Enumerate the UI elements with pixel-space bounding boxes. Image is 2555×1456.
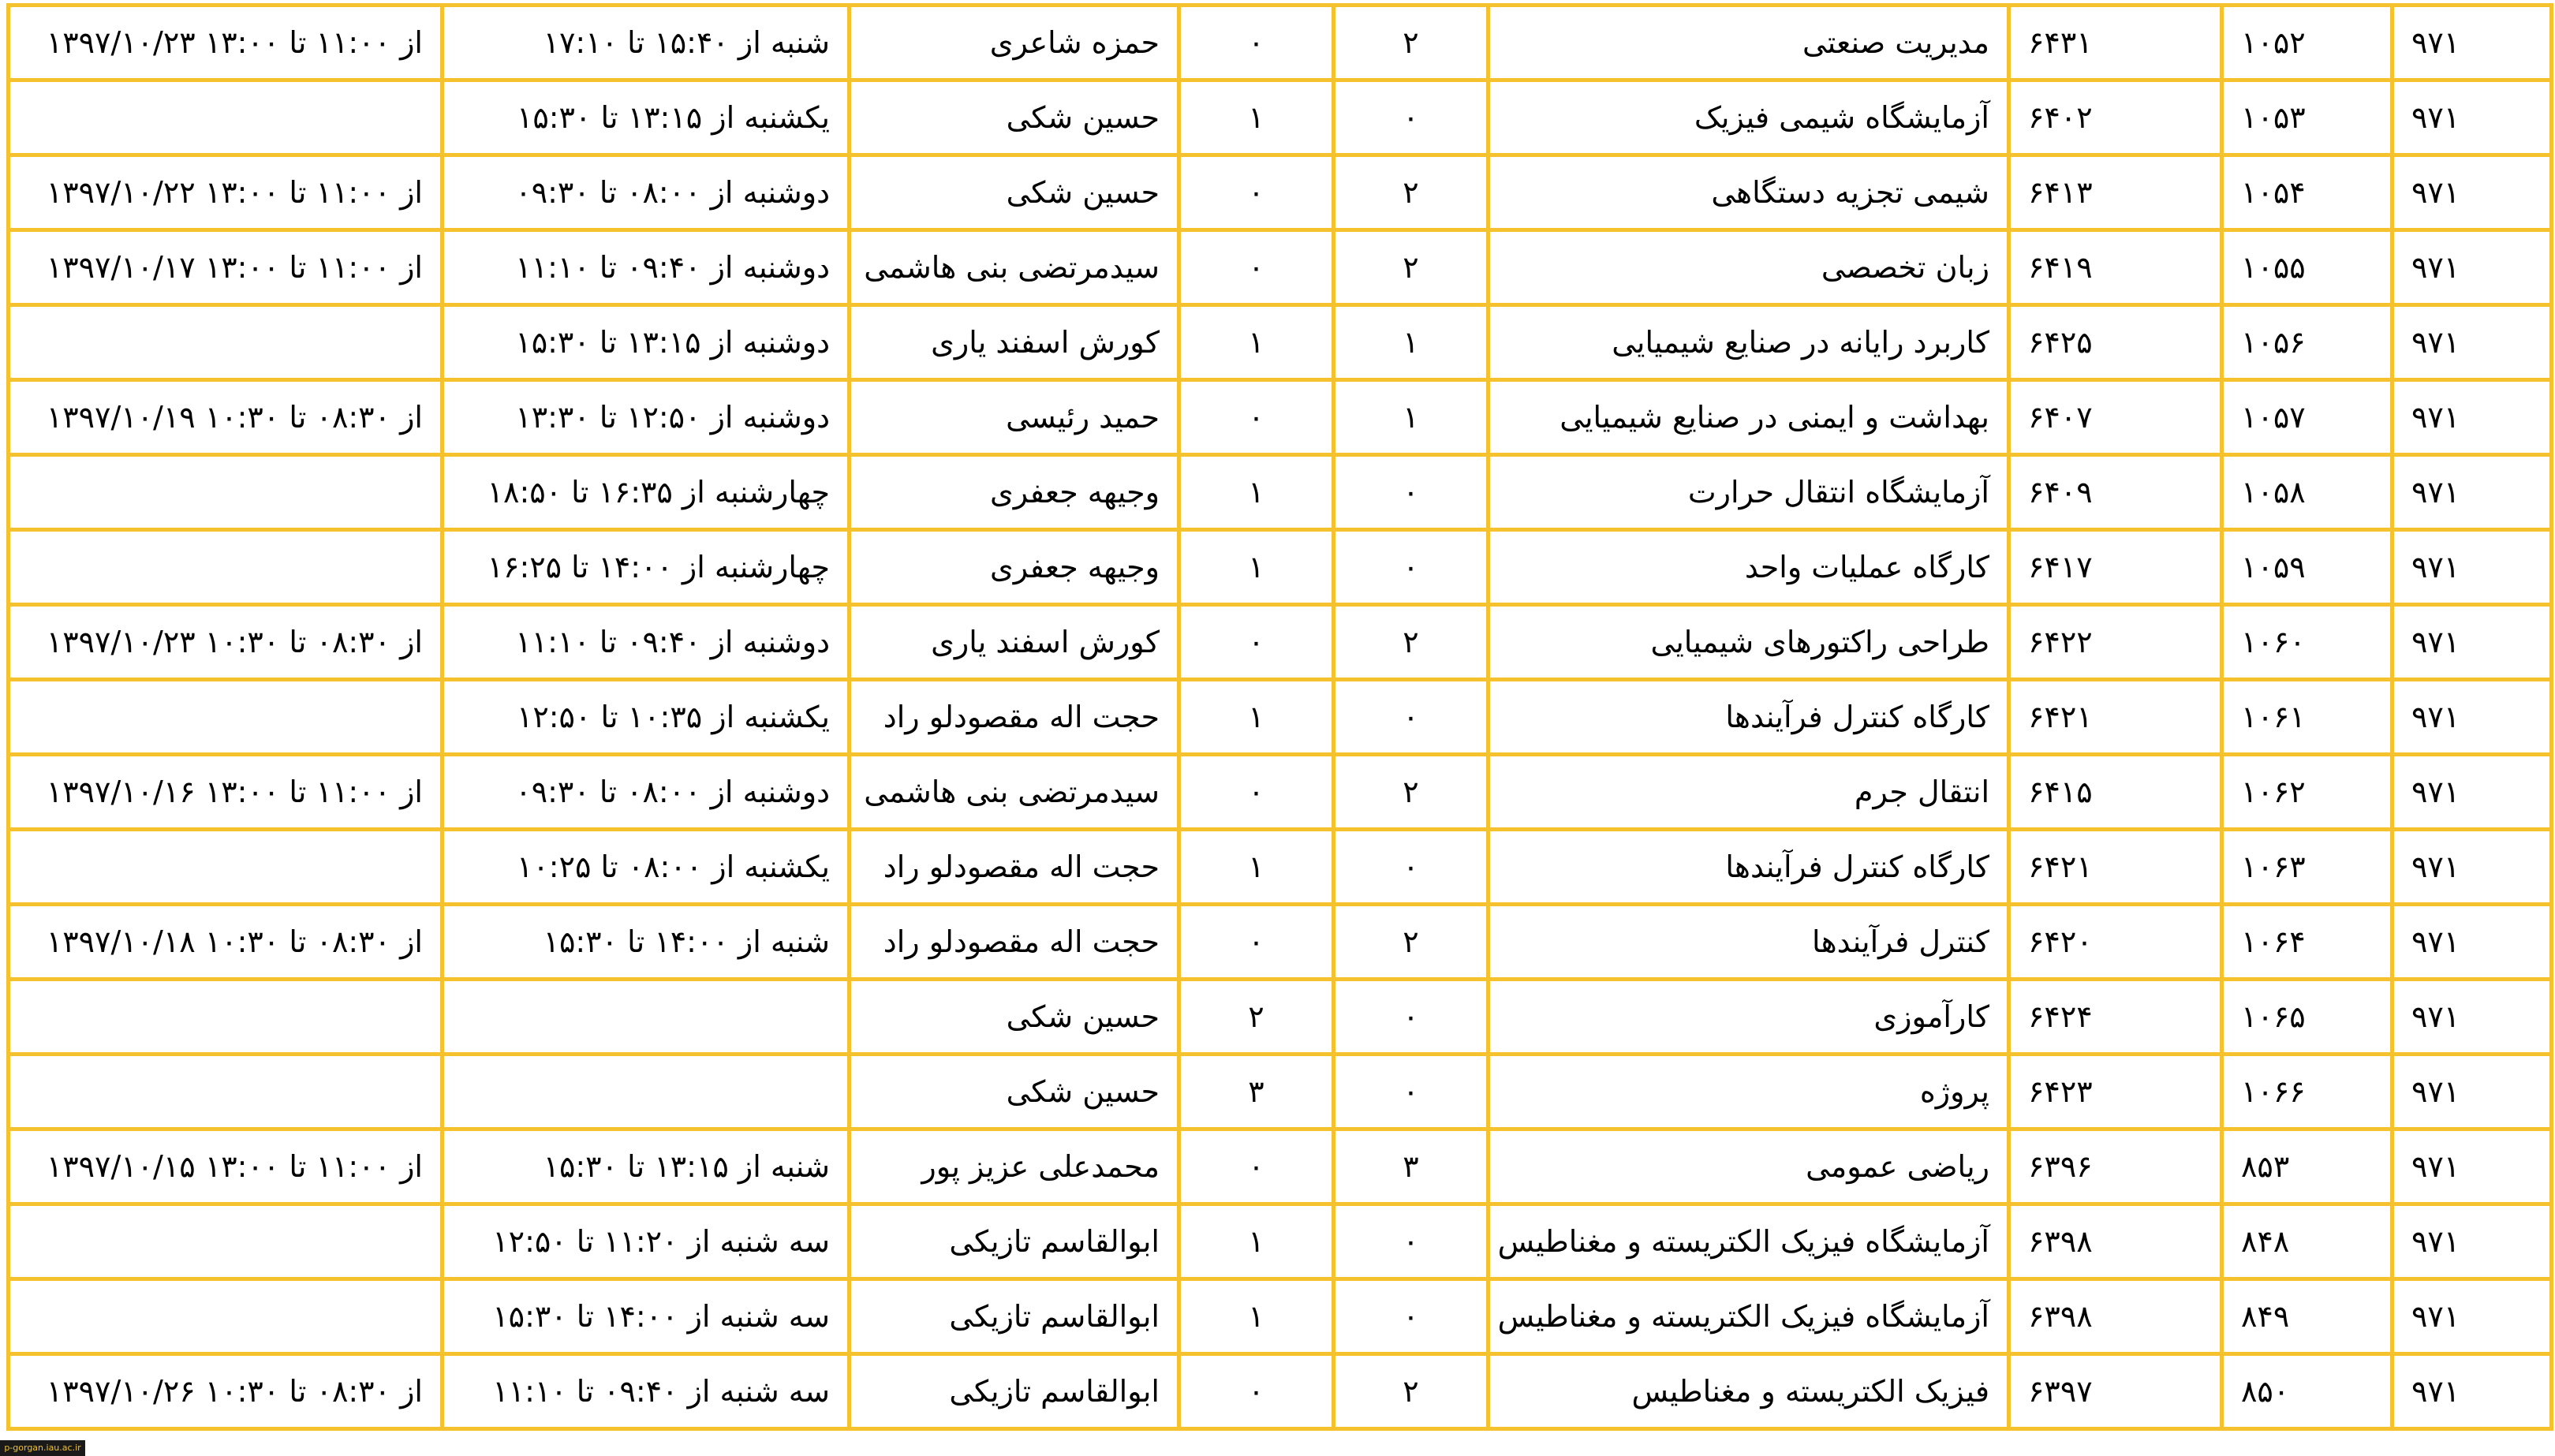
- cell-exam: از ۰۸:۳۰ تا ۱۰:۳۰ ۱۳۹۷/۱۰/۲۳: [9, 605, 443, 680]
- cell-title: کارگاه عملیات واحد: [1489, 530, 2009, 605]
- cell-group: ۱۰۵۶: [2222, 305, 2393, 380]
- cell-theory: ۲: [1334, 6, 1489, 80]
- cell-title: پروژه: [1489, 1055, 2009, 1129]
- cell-term: ۹۷۱: [2393, 1204, 2552, 1279]
- cell-term: ۹۷۱: [2393, 530, 2552, 605]
- cell-teacher: کورش اسفند یاری: [850, 305, 1179, 380]
- cell-practical: ۱: [1179, 1204, 1334, 1279]
- cell-group: ۱۰۵۹: [2222, 530, 2393, 605]
- cell-time: دوشنبه از ۰۸:۰۰ تا ۰۹:۳۰: [443, 755, 850, 830]
- table-row: [9, 1055, 2552, 1129]
- cell-title: کارگاه کنترل فرآیندها: [1489, 830, 2009, 905]
- cell-theory: ۰: [1334, 680, 1489, 755]
- cell-title: مدیریت صنعتی: [1489, 6, 2009, 80]
- cell-practical: ۱: [1179, 530, 1334, 605]
- cell-practical: ۰: [1179, 755, 1334, 830]
- cell-term: ۹۷۱: [2393, 1129, 2552, 1204]
- cell-group: ۱۰۶۲: [2222, 755, 2393, 830]
- cell-teacher: حسین شکی: [850, 980, 1179, 1055]
- cell-time: چهارشنبه از ۱۶:۳۵ تا ۱۸:۵۰: [443, 455, 850, 530]
- cell-theory: ۰: [1334, 1279, 1489, 1354]
- cell-code: ۶۴۲۱: [2009, 680, 2222, 755]
- cell-code: ۶۴۰۹: [2009, 455, 2222, 530]
- cell-theory: ۰: [1334, 980, 1489, 1055]
- cell-title: فیزیک الکتریسته و مغناطیس: [1489, 1354, 2009, 1429]
- cell-code: ۶۴۰۷: [2009, 380, 2222, 455]
- table-row: [9, 6, 2552, 80]
- cell-teacher: حجت اله مقصودلو راد: [850, 905, 1179, 980]
- cell-group: ۱۰۵۸: [2222, 455, 2393, 530]
- cell-teacher: سیدمرتضی بنی هاشمی: [850, 230, 1179, 305]
- cell-group: ۱۰۶۰: [2222, 605, 2393, 680]
- cell-practical: ۰: [1179, 905, 1334, 980]
- cell-term: ۹۷۱: [2393, 80, 2552, 155]
- cell-time: [443, 980, 850, 1055]
- cell-theory: ۱: [1334, 380, 1489, 455]
- cell-exam: از ۰۸:۳۰ تا ۱۰:۳۰ ۱۳۹۷/۱۰/۱۹: [9, 380, 443, 455]
- course-schedule-table: [6, 3, 2553, 1431]
- cell-term: ۹۷۱: [2393, 455, 2552, 530]
- cell-group: ۱۰۵۷: [2222, 380, 2393, 455]
- cell-time: سه شنبه از ۱۴:۰۰ تا ۱۵:۳۰: [443, 1279, 850, 1354]
- cell-code: ۶۴۱۹: [2009, 230, 2222, 305]
- cell-teacher: کورش اسفند یاری: [850, 605, 1179, 680]
- cell-exam: [9, 1204, 443, 1279]
- table-row: [9, 755, 2552, 830]
- cell-practical: ۰: [1179, 230, 1334, 305]
- cell-title: شیمی تجزیه دستگاهی: [1489, 155, 2009, 230]
- cell-time: سه شنبه از ۱۱:۲۰ تا ۱۲:۵۰: [443, 1204, 850, 1279]
- cell-term: ۹۷۱: [2393, 1055, 2552, 1129]
- cell-title: کارگاه کنترل فرآیندها: [1489, 680, 2009, 755]
- cell-code: ۶۴۱۷: [2009, 530, 2222, 605]
- cell-code: ۶۳۹۶: [2009, 1129, 2222, 1204]
- cell-exam: [9, 1279, 443, 1354]
- cell-group: ۱۰۵۲: [2222, 6, 2393, 80]
- cell-group: ۱۰۶۵: [2222, 980, 2393, 1055]
- cell-practical: ۰: [1179, 380, 1334, 455]
- cell-title: آزمایشگاه انتقال حرارت: [1489, 455, 2009, 530]
- cell-exam: [9, 1055, 443, 1129]
- cell-exam: [9, 80, 443, 155]
- cell-code: ۶۴۲۰: [2009, 905, 2222, 980]
- cell-theory: ۳: [1334, 1129, 1489, 1204]
- table-row: [9, 455, 2552, 530]
- cell-practical: ۲: [1179, 980, 1334, 1055]
- cell-group: ۱۰۵۳: [2222, 80, 2393, 155]
- cell-theory: ۱: [1334, 305, 1489, 380]
- cell-practical: ۰: [1179, 1354, 1334, 1429]
- cell-code: ۶۴۲۱: [2009, 830, 2222, 905]
- cell-exam: از ۱۱:۰۰ تا ۱۳:۰۰ ۱۳۹۷/۱۰/۲۲: [9, 155, 443, 230]
- table-row: [9, 530, 2552, 605]
- cell-code: ۶۴۲۳: [2009, 1055, 2222, 1129]
- cell-group: ۱۰۶۳: [2222, 830, 2393, 905]
- cell-term: ۹۷۱: [2393, 830, 2552, 905]
- cell-teacher: حسین شکی: [850, 155, 1179, 230]
- cell-term: ۹۷۱: [2393, 230, 2552, 305]
- cell-title: آزمایشگاه شیمی فیزیک: [1489, 80, 2009, 155]
- cell-exam: [9, 830, 443, 905]
- cell-group: ۱۰۶۱: [2222, 680, 2393, 755]
- cell-title: ریاضی عمومی: [1489, 1129, 2009, 1204]
- cell-term: ۹۷۱: [2393, 680, 2552, 755]
- table-row: [9, 305, 2552, 380]
- cell-title: کارآموزی: [1489, 980, 2009, 1055]
- table-row: [9, 680, 2552, 755]
- cell-group: ۱۰۵۴: [2222, 155, 2393, 230]
- cell-code: ۶۴۳۱: [2009, 6, 2222, 80]
- cell-group: ۸۵۰: [2222, 1354, 2393, 1429]
- cell-time: شنبه از ۱۴:۰۰ تا ۱۵:۳۰: [443, 905, 850, 980]
- cell-teacher: حمزه شاعری: [850, 6, 1179, 80]
- cell-term: ۹۷۱: [2393, 980, 2552, 1055]
- cell-time: دوشنبه از ۰۸:۰۰ تا ۰۹:۳۰: [443, 155, 850, 230]
- cell-exam: [9, 980, 443, 1055]
- cell-time: شنبه از ۱۳:۱۵ تا ۱۵:۳۰: [443, 1129, 850, 1204]
- cell-exam: [9, 680, 443, 755]
- cell-time: یکشنبه از ۱۰:۳۵ تا ۱۲:۵۰: [443, 680, 850, 755]
- cell-title: بهداشت و ایمنی در صنایع شیمیایی: [1489, 380, 2009, 455]
- cell-exam: از ۰۸:۳۰ تا ۱۰:۳۰ ۱۳۹۷/۱۰/۲۶: [9, 1354, 443, 1429]
- cell-group: ۸۴۹: [2222, 1279, 2393, 1354]
- table-row: [9, 830, 2552, 905]
- cell-practical: ۰: [1179, 1129, 1334, 1204]
- cell-title: کنترل فرآیندها: [1489, 905, 2009, 980]
- cell-theory: ۰: [1334, 530, 1489, 605]
- cell-code: ۶۳۹۷: [2009, 1354, 2222, 1429]
- cell-teacher: سیدمرتضی بنی هاشمی: [850, 755, 1179, 830]
- cell-exam: از ۱۱:۰۰ تا ۱۳:۰۰ ۱۳۹۷/۱۰/۲۳: [9, 6, 443, 80]
- cell-practical: ۰: [1179, 605, 1334, 680]
- cell-time: سه شنبه از ۰۹:۴۰ تا ۱۱:۱۰: [443, 1354, 850, 1429]
- cell-practical: ۰: [1179, 6, 1334, 80]
- cell-teacher: ابوالقاسم تازیکی: [850, 1279, 1179, 1354]
- table-row: [9, 1129, 2552, 1204]
- cell-title: انتقال جرم: [1489, 755, 2009, 830]
- cell-teacher: حجت اله مقصودلو راد: [850, 680, 1179, 755]
- cell-code: ۶۴۲۵: [2009, 305, 2222, 380]
- cell-code: ۶۴۱۵: [2009, 755, 2222, 830]
- cell-term: ۹۷۱: [2393, 755, 2552, 830]
- table-row: [9, 1354, 2552, 1429]
- cell-exam: [9, 305, 443, 380]
- cell-term: ۹۷۱: [2393, 605, 2552, 680]
- cell-title: زبان تخصصی: [1489, 230, 2009, 305]
- cell-theory: ۰: [1334, 80, 1489, 155]
- cell-practical: ۱: [1179, 830, 1334, 905]
- cell-group: ۸۵۳: [2222, 1129, 2393, 1204]
- cell-time: شنبه از ۱۵:۴۰ تا ۱۷:۱۰: [443, 6, 850, 80]
- cell-time: دوشنبه از ۰۹:۴۰ تا ۱۱:۱۰: [443, 230, 850, 305]
- cell-term: ۹۷۱: [2393, 305, 2552, 380]
- cell-group: ۸۴۸: [2222, 1204, 2393, 1279]
- cell-theory: ۲: [1334, 155, 1489, 230]
- cell-teacher: ابوالقاسم تازیکی: [850, 1354, 1179, 1429]
- cell-term: ۹۷۱: [2393, 155, 2552, 230]
- cell-practical: ۳: [1179, 1055, 1334, 1129]
- cell-title: کاربرد رایانه در صنایع شیمیایی: [1489, 305, 2009, 380]
- cell-group: ۱۰۶۴: [2222, 905, 2393, 980]
- table-row: [9, 380, 2552, 455]
- table-row: [9, 1204, 2552, 1279]
- cell-time: یکشنبه از ۰۸:۰۰ تا ۱۰:۲۵: [443, 830, 850, 905]
- cell-teacher: حسین شکی: [850, 1055, 1179, 1129]
- cell-theory: ۰: [1334, 1055, 1489, 1129]
- table-row: [9, 905, 2552, 980]
- cell-group: ۱۰۵۵: [2222, 230, 2393, 305]
- cell-theory: ۲: [1334, 905, 1489, 980]
- cell-practical: ۰: [1179, 155, 1334, 230]
- cell-term: ۹۷۱: [2393, 1354, 2552, 1429]
- cell-teacher: وجیهه جعفری: [850, 455, 1179, 530]
- cell-practical: ۱: [1179, 680, 1334, 755]
- cell-theory: ۰: [1334, 455, 1489, 530]
- cell-practical: ۱: [1179, 1279, 1334, 1354]
- cell-exam: از ۱۱:۰۰ تا ۱۳:۰۰ ۱۳۹۷/۱۰/۱۵: [9, 1129, 443, 1204]
- cell-term: ۹۷۱: [2393, 1279, 2552, 1354]
- cell-theory: ۰: [1334, 1204, 1489, 1279]
- cell-teacher: ابوالقاسم تازیکی: [850, 1204, 1179, 1279]
- cell-teacher: حسین شکی: [850, 80, 1179, 155]
- cell-title: آزمایشگاه فیزیک الکتریسته و مغناطیس: [1489, 1279, 2009, 1354]
- cell-title: طراحی راکتورهای شیمیایی: [1489, 605, 2009, 680]
- cell-theory: ۲: [1334, 1354, 1489, 1429]
- cell-time: دوشنبه از ۰۹:۴۰ تا ۱۱:۱۰: [443, 605, 850, 680]
- cell-theory: ۰: [1334, 830, 1489, 905]
- cell-code: ۶۳۹۸: [2009, 1279, 2222, 1354]
- cell-term: ۹۷۱: [2393, 905, 2552, 980]
- cell-code: ۶۴۰۲: [2009, 80, 2222, 155]
- cell-teacher: محمدعلی عزیز پور: [850, 1129, 1179, 1204]
- cell-teacher: وجیهه جعفری: [850, 530, 1179, 605]
- cell-exam: [9, 455, 443, 530]
- cell-theory: ۲: [1334, 605, 1489, 680]
- table-row: [9, 1279, 2552, 1354]
- cell-practical: ۱: [1179, 305, 1334, 380]
- cell-time: دوشنبه از ۱۲:۵۰ تا ۱۳:۳۰: [443, 380, 850, 455]
- table-body: [9, 6, 2552, 1429]
- cell-time: یکشنبه از ۱۳:۱۵ تا ۱۵:۳۰: [443, 80, 850, 155]
- table-row: [9, 230, 2552, 305]
- cell-exam: از ۱۱:۰۰ تا ۱۳:۰۰ ۱۳۹۷/۱۰/۱۶: [9, 755, 443, 830]
- cell-theory: ۲: [1334, 230, 1489, 305]
- cell-time: [443, 1055, 850, 1129]
- cell-practical: ۱: [1179, 455, 1334, 530]
- cell-time: چهارشنبه از ۱۴:۰۰ تا ۱۶:۲۵: [443, 530, 850, 605]
- table-row: [9, 980, 2552, 1055]
- cell-exam: از ۰۸:۳۰ تا ۱۰:۳۰ ۱۳۹۷/۱۰/۱۸: [9, 905, 443, 980]
- cell-code: ۶۴۲۴: [2009, 980, 2222, 1055]
- cell-term: ۹۷۱: [2393, 380, 2552, 455]
- site-logo: p-gorgan.iau.ac.ir: [0, 1440, 85, 1456]
- cell-theory: ۲: [1334, 755, 1489, 830]
- cell-teacher: حمید رئیسی: [850, 380, 1179, 455]
- cell-exam: [9, 530, 443, 605]
- table-row: [9, 605, 2552, 680]
- cell-teacher: حجت اله مقصودلو راد: [850, 830, 1179, 905]
- table-row: [9, 155, 2552, 230]
- cell-exam: از ۱۱:۰۰ تا ۱۳:۰۰ ۱۳۹۷/۱۰/۱۷: [9, 230, 443, 305]
- cell-practical: ۱: [1179, 80, 1334, 155]
- cell-title: آزمایشگاه فیزیک الکتریسته و مغناطیس: [1489, 1204, 2009, 1279]
- cell-code: ۶۴۲۲: [2009, 605, 2222, 680]
- cell-code: ۶۴۱۳: [2009, 155, 2222, 230]
- cell-time: دوشنبه از ۱۳:۱۵ تا ۱۵:۳۰: [443, 305, 850, 380]
- cell-term: ۹۷۱: [2393, 6, 2552, 80]
- table-row: [9, 80, 2552, 155]
- cell-code: ۶۳۹۸: [2009, 1204, 2222, 1279]
- cell-group: ۱۰۶۶: [2222, 1055, 2393, 1129]
